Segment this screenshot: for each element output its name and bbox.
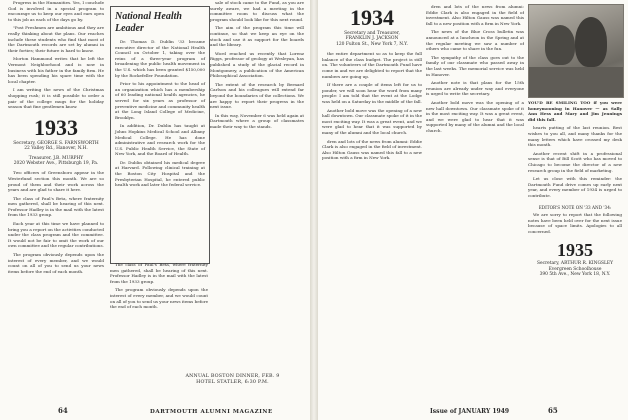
notice-line: HOTEL STATLER, 6:30 P.M. [196,380,269,385]
paragraph: In addition, Dr. Dublin has taught at Johns Hopkins Medical School and Albany Medical College. He has done administrative and research work for the U.S. Public Health Service, the State of New York, and the Board of Health. [115,123,205,157]
page-number: 65 [548,406,558,415]
honeymoon-photo [528,4,624,98]
paragraph: the entire department so as to keep the full balance of the class budget. The project is still on. The volunteers of the Dartmouth Fund have come in and we are delighted to report that the numbers are going up. [322,51,422,79]
class-treasurer: Treasurer, J.B. MURPHY 2020 Webster Ave., Pittsburgh 19, Pa. [13,155,99,166]
paragraph: Morton Hammond writes that he left the Vermont Neighborhood and is now in business with his father in the family firm. He has been spending his spare time with the local chapter. [8,56,104,84]
issue-footer: Issue of JANUARY 1949 [430,408,510,415]
man-figure [575,17,607,67]
class-year-heading: 1934 [350,5,394,30]
paragraph: The extent of the research by Bernard Carlson and his colleagues will extend far beyond the boundaries of the collections. We are happy to report their progress in the next issue. [210,81,304,110]
class-secretary-1935: Secretary, ARTHUR R. KINGSLEY Evergreen Schoolhouse 390 5th Ave., New York 18, N.Y. [537,261,613,278]
paragraph: I am writing the news of the Christmas shopping rush; it is still possible to order a pair of the college mugs for the holiday season that fine gentlemen know. [8,87,104,110]
paragraph: dren and lots of the news from alumni: Eddie Clark is also engaged in the field of investment. Also Hilton Gauss was named this fall to a new position with a firm in New York. [322,138,422,161]
editor-note: EDITOR'S NOTE ON '33 AND '34: [538,204,612,210]
paragraph: Prior to his appointment to the head of an organization which has a membership of 60 leading national health agencies, he served for six years as professor of preventive medicine and community health at the Long Island College of Medicine, Brooklyn. [115,81,206,120]
left-page [0,0,310,420]
paragraph: The sympathy of the class goes out to the family of our classmate who passed away in the last weeks. The memorial service was held in Hanover. [426,54,524,77]
spine-gutter [310,0,318,420]
paragraph: Two officers of Greensboro appear in the Westerlund section this month. We are so proud of them and their work across the years and are glad to share it here. [8,170,104,193]
paragraph: hearts putting of the last reunion. Best wishes to you all, and many thanks for the many letters which have crossed my desk this month. [528,125,622,148]
class-secretary: Secretary and Treasurer, FRANKLIN J. JACKSON 120 Fulton St., New York 7, N.Y. [336,31,408,47]
paragraph: The program obviously depends upon the interest of every member, and we would count on all of you to send us your news items before the end of each month. [8,252,104,274]
paragraph: We are sorry to report that the following notes have been held over for the next issue because of space limits. Apologies to all concerned. [528,212,622,234]
right-column-2 [426,4,524,404]
page-number: 64 [58,406,68,415]
paragraph: Each year at this time we have planned to bring you a report on the activities conducted under the class program and the committee. It would not be fair to omit the work of our own committee and the regular contributions. [8,221,104,249]
boston-dinner-notice [160,374,305,386]
paragraph: The program obviously depends upon the interest of every member, and we would count on all of you to send us your news items before the end of each month. [110,287,208,310]
photo-shadow [529,67,623,97]
paragraph: Another bold move was the opening of a new hall downtown. Our classmate spoke of it in the most exciting way. It was a great event, and we were glad to hear that it was supported by many of the alumni and the local church. [322,107,422,135]
box-title: National Health Leader [115,11,182,34]
paragraph: sale of stock came to the Fund, as you are surely aware, we had a meeting in the committee room to discuss what the program should look like for this next round. [210,0,304,22]
paragraph: Progress in the Humanities. Yes, I conclude God is involved in a special program to encourage us to keep our eyes and ears open to this job as each of the days go by. [8,0,104,22]
paragraph: Another recent shift in a professional sense is that of Bill Scott who has moved to Chicago to become the director of a new research group in the field of marketing. [528,150,622,173]
paragraph: Another note is that plans for the 15th reunion are already under way and everyone is urged to write the secretary. [426,80,524,97]
right-column-3 [528,100,622,400]
paragraph: The news of the Blue Cross bulletin was announced at a luncheon in the Spring and at the regular meeting we saw a number of others who came to share in the fun. [426,29,524,52]
paragraph: "Post Freshmen are ambitious and they are really thinking about the plans. Our reaches include these students who find that most of the Dartmouth records are set by alumni in their forties; their future is hard to know. [8,25,104,53]
right-page [318,0,628,420]
left-column-3 [210,0,304,370]
paragraph: Dr. Dublin obtained his medical degree at Harvard. Following clinical training at the Boston City Hospital and the Presbyterian Hospital, he entered public health work and later the federal service. [115,159,205,188]
class-year-heading: 1933 [34,114,78,140]
paragraph: In this way, November 6 was held again at Dartmouth where a group of classmates made their way to the stands. [210,112,304,129]
left-column-1 [8,0,104,400]
paragraph: Dr. Thomas D. Dublin '33 became executive director of the National Health Council on October 1, taking over the reins of a three-year program of broadening the public health movement in the U.S. which has been granted $150,000 by the Rockefeller Foundation. [115,39,205,78]
paragraph: If there are a couple of items left for us to ponder, we will soon hear the word from many people: I am told that the event at the Lodge was held on a Saturday in the middle of the fall. [322,82,422,104]
class-year-heading-1935: 1935 [557,240,593,261]
paragraph: Let us close with this reminder: the Dartmouth Fund drive comes up early next year, and every member of 1934 is urged to contribute. [528,176,622,198]
woman-figure [545,25,575,65]
paragraph: The class of Paul's Beta, where fraternity men gathered, shall be hearing of this next. Professor Hadley is in the mail with the latest from the 1933 group. [8,195,104,218]
right-column-1 [322,0,422,400]
paragraph: The aim of the program this time will continue, so that we keep an eye on the stock and use it as support for the boards and the library. [210,25,304,48]
notice-line: ANNUAL BOSTON DINNER, FEB. 9 [185,374,280,379]
footer-title: DARTMOUTH ALUMNI MAGAZINE [150,409,273,415]
national-health-leader-box [110,6,210,264]
paragraph: Another bold move was the opening of a new hall downtown. Our classmate spoke of it in the most exciting way. It was a great event, and we were glad to hear that it was supported by many of the alumni and the local church. [426,99,524,133]
paragraph: The class of Paul's Beta, where fraternity men gathered, shall be hearing of this next. Professor Hadley is in the mail with the latest from the 1933 group. [110,262,208,284]
paragraph: dren and lots of the news from alumni: Eddie Clark is also engaged in the field of investment. Also Hilton Gauss was named this fall to a new position with a firm in New York. [426,4,524,26]
photo-caption: YOU'D BE SMILING TOO if you were honeymooning in Hanover — as Sally Ann Hess and Mary and Jim Jennings did this fall. [528,100,622,122]
class-secretary: Secretary, GEORGE S. FARNSWORTH 22 Valley Rd., Hanover, N.H. [13,140,99,152]
paragraph: Word reached us recently that Lorenz Riggs, professor of geology at Wesleyan, has published a study of the glacial record in Montgomery, a publication of the American Philosophical Association. [210,50,304,79]
